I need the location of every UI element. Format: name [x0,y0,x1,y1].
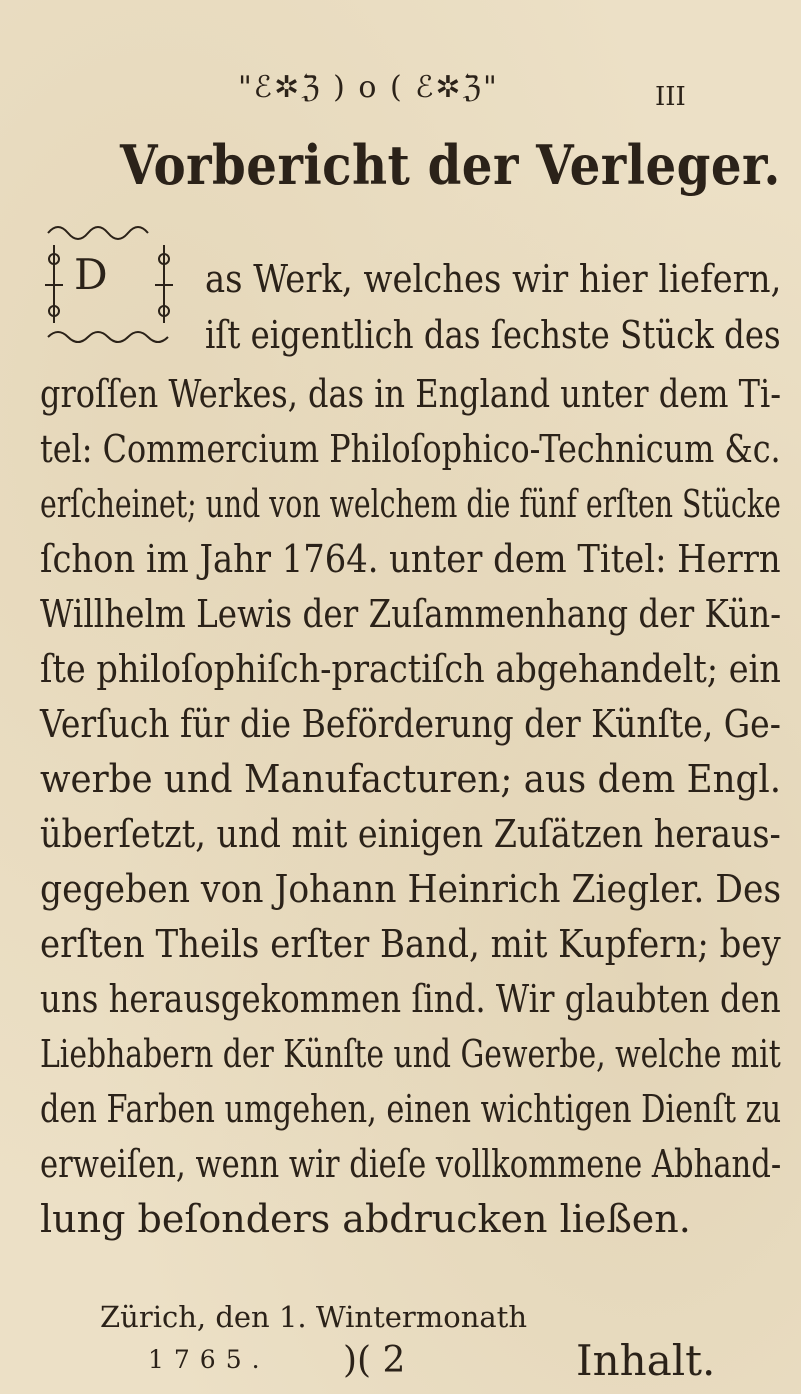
text-line: groſſen Werkes, das in England unter dem Ti- [40,372,782,416]
text-line: erſcheinet; und von welchem die fünf erſten Stücke [40,482,781,526]
text-line: ſte philoſophiſch-practiſch abgehandelt; ein [40,647,781,691]
text-line: werbe und Manufacturen; aus dem Engl. [40,757,782,801]
signature-mark: )( 2 [343,1340,406,1381]
page-number: III [655,82,686,112]
drop-cap-ornament-icon [40,215,195,355]
text-line: überſetzt, und mit einigen Zuſätzen heraus- [40,812,781,856]
text-line: den Farben umgehen, einen wichtigen Dienſt zu [40,1087,782,1131]
text-line: gegeben von Johann Heinrich Ziegler. Des [40,867,782,911]
text-line: uns herausgekommen ſind. Wir glaubten den [40,977,781,1021]
text-line: tel: Commercium Philoſophico-Technicum &c. [40,427,781,471]
text-line: erweiſen, wenn wir dieſe vollkommene Abhand- [40,1142,782,1186]
text-line: iſt eigentlich das ſechste Stück des [205,313,781,357]
catchword: Inhalt. [576,1336,716,1385]
header-ornament: "ℰ✲ℨ ) o ( ℰ✲ℨ" [238,70,499,105]
text-line: Verſuch für die Beförderung der Künſte, Ge- [40,702,781,746]
text-line: lung beſonders abdrucken ließen. [40,1197,691,1241]
closing-place-date: Zürich, den 1. Wintermonath [100,1300,528,1334]
closing-year: 1765. [148,1345,270,1374]
text-line: Liebhabern der Künſte und Gewerbe, welche mit [40,1032,781,1076]
drop-initial: D [74,250,108,299]
text-line: Willhelm Lewis der Zuſammenhang der Kün- [40,592,782,636]
text-line: ſchon im Jahr 1764. unter dem Titel: Herrn [40,537,781,581]
text-line: as Werk, welches wir hier liefern, [205,257,782,301]
text-line: erſten Theils erſter Band, mit Kupfern; bey [40,922,781,966]
page-title: Vorbericht der Verleger. [120,133,781,197]
